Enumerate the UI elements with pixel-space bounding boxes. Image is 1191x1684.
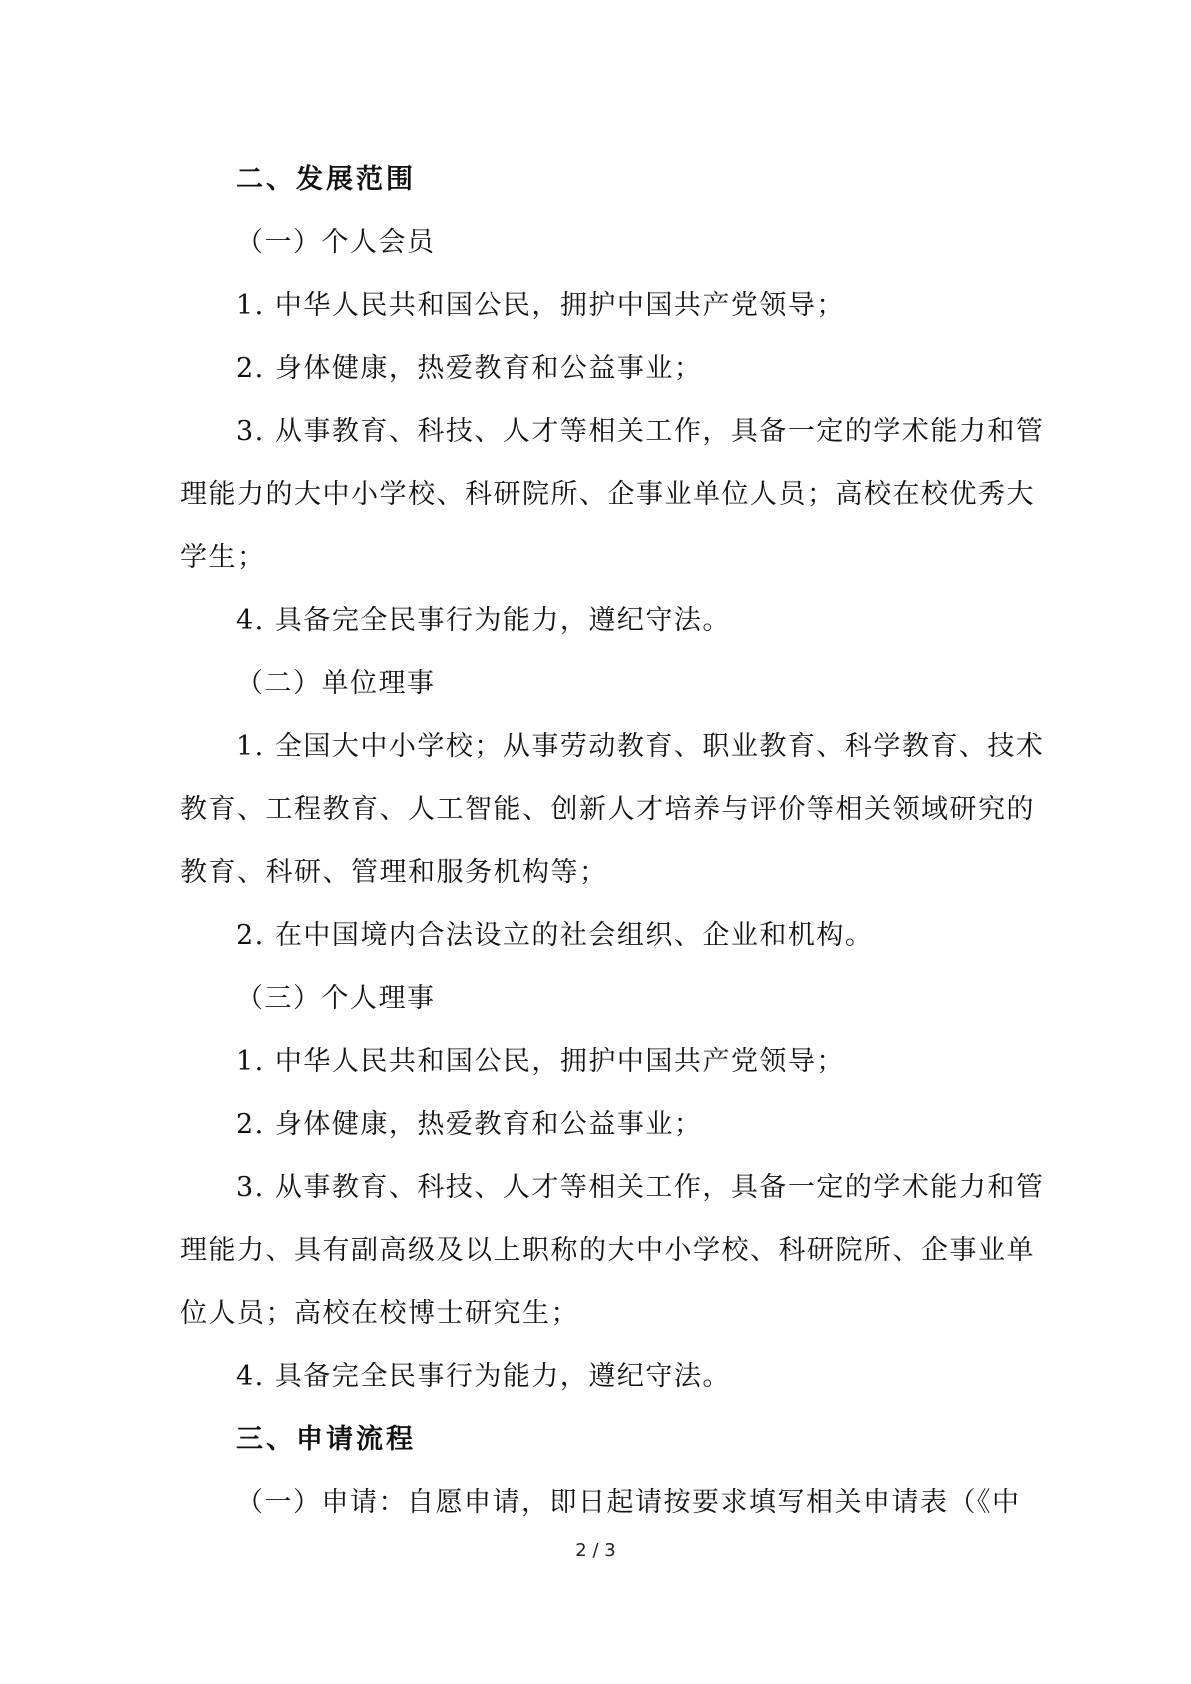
subsection-individual-members: （一）个人会员 (236, 227, 436, 258)
paragraph-line: 4. 具备完全民事行为能力，遵纪守法。 (236, 1361, 731, 1392)
paragraph-line: 学生； (180, 542, 266, 573)
document-body (180, 148, 1045, 1534)
paragraph-line: 理能力、具有副高级及以上职称的大中小学校、科研院所、企事业单 (180, 1235, 1035, 1266)
paragraph-line: 2. 在中国境内合法设立的社会组织、企业和机构。 (236, 920, 874, 951)
paragraph-line: 1. 全国大中小学校；从事劳动教育、职业教育、科学教育、技术 (236, 731, 1045, 762)
paragraph-line: 3. 从事教育、科技、人才等相关工作，具备一定的学术能力和管 (236, 416, 1045, 447)
paragraph-line: 3. 从事教育、科技、人才等相关工作，具备一定的学术能力和管 (236, 1172, 1045, 1203)
paragraph-line: 4. 具备完全民事行为能力，遵纪守法。 (236, 605, 731, 636)
paragraph-line: 1. 中华人民共和国公民，拥护中国共产党领导； (236, 1046, 845, 1077)
paragraph-line: 1. 中华人民共和国公民，拥护中国共产党领导； (236, 290, 845, 321)
paragraph-line: 教育、科研、管理和服务机构等； (180, 857, 608, 888)
section-heading-development-scope: 二、发展范围 (236, 164, 416, 195)
paragraph-line: 理能力的大中小学校、科研院所、企事业单位人员；高校在校优秀大 (180, 479, 1035, 510)
paragraph-line: 位人员；高校在校博士研究生； (180, 1298, 579, 1329)
subsection-individual-directors: （三）个人理事 (236, 983, 436, 1014)
subsection-unit-directors: （二）单位理事 (236, 668, 436, 699)
paragraph-line: 教育、工程教育、人工智能、创新人才培养与评价等相关领域研究的 (180, 794, 1035, 825)
paragraph-line: （一）申请：自愿申请，即日起请按要求填写相关申请表（《中 (236, 1487, 1021, 1518)
paragraph-line: 2. 身体健康，热爱教育和公益事业； (236, 353, 703, 384)
paragraph-line: 2. 身体健康，热爱教育和公益事业； (236, 1109, 703, 1140)
page-number: 2 / 3 (575, 1540, 616, 1561)
section-heading-application-process: 三、申请流程 (236, 1424, 416, 1455)
